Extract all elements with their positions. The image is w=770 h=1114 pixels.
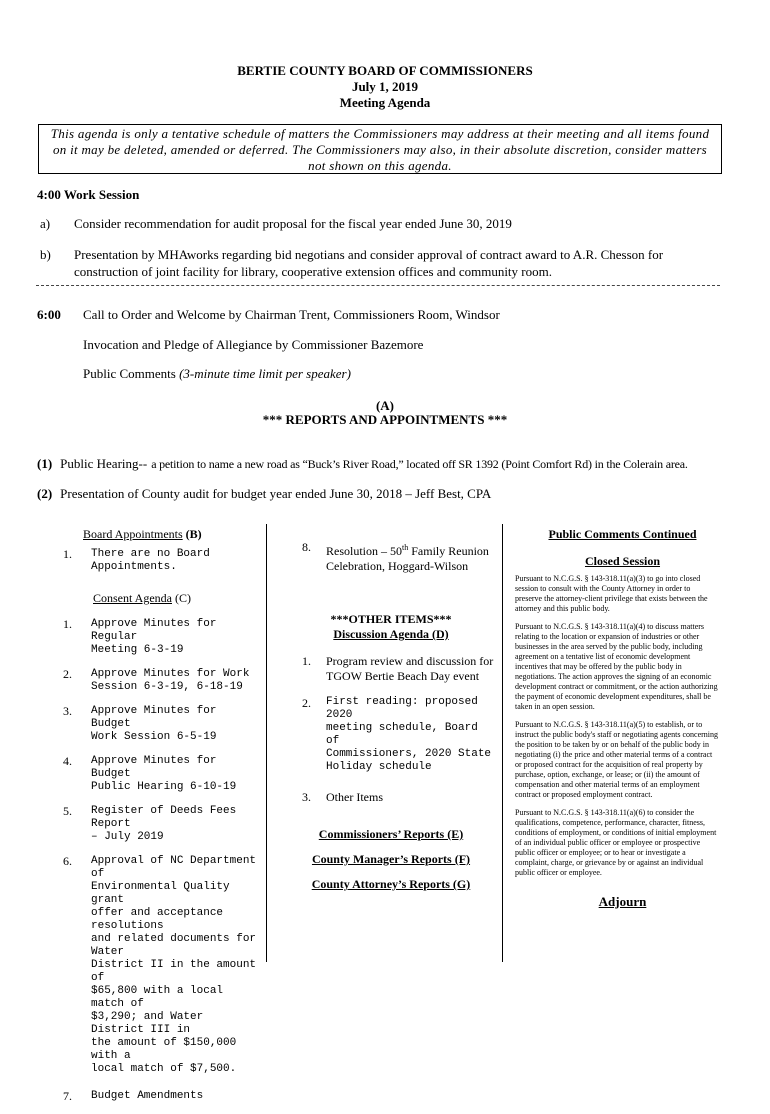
consent-item [63,755,259,794]
consent-item-line: the amount of $150,000 with a [91,1037,237,1062]
consent-item-line: offer and acceptance resolutions [91,907,224,932]
closed-session-heading: Closed Session [584,554,661,568]
closed-session-line: complaint, charge, or grievance by or against an individual [515,858,704,867]
consent-item-line: Register of Deeds Fees Report [91,805,237,830]
work-session-heading: 4:00 Work Session [37,187,140,202]
work-item-a-text: Consider recommendation for audit proposal for the fiscal year ended June 30, 2019 [74,216,512,231]
column-other-items [302,540,494,892]
consent-item-text [91,705,259,744]
public-comments-continued-heading: Public Comments Continued [548,527,697,541]
column-divider [266,524,267,962]
list-item [302,654,494,684]
closed-session-line: Pursuant to N.C.G.S. § 143-318.11(a)(5) to establish, or to [515,720,703,729]
closed-session-line: businesses in the area served by the public body, including [515,642,703,651]
report-item-lead: Public Hearing-- [60,456,148,471]
consent-agenda-list [63,618,259,1103]
list-item-text [326,540,494,574]
column-divider [502,524,503,962]
closed-session-line: conditions of employment, or conditions of initial employment [515,828,717,837]
list-item-line: TGOW Bertie Beach Day event [326,669,480,683]
list-item-text: Other Items [326,790,383,804]
consent-item-text [91,755,259,794]
consent-agenda-label: Consent Agenda [93,591,172,605]
disclaimer-line: not shown on this agenda. [308,158,452,173]
consent-item-line: – July 2019 [91,831,164,843]
section-divider [36,285,720,286]
list-item-number: 3. [302,790,311,804]
report-item-text: a petition to name a new road as “Buck’s River Road,” located off SR 1392 (Point Comfort Rd) in the Colerain area. [151,457,688,471]
report-item-2 [37,485,491,503]
consent-item-line: District II in the amount of [91,959,257,984]
list-item-number: 1. [302,654,311,668]
board-name: BERTIE COUNTY BOARD OF COMMISSIONERS [237,63,533,78]
consent-item-line: Approve Minutes for Budget [91,705,217,730]
list-item-superscript: th [402,543,409,552]
list-item-line: Appointments. [91,561,177,573]
consent-item-line: and related documents for Water [91,933,257,958]
evening-time: 6:00 [37,307,61,322]
work-item-b-line: construction of joint facility for library, cooperative extension offices and community room. [74,264,552,279]
closed-session-paragraph [515,622,730,712]
work-item-b-line: Presentation by MHAworks regarding bid negotians and consider approval of contract award to A.R. Chesson for [74,247,664,262]
consent-item [63,668,259,694]
list-item [302,540,494,574]
consent-item-number: 3. [63,704,72,718]
list-item-number: 8. [302,540,311,554]
list-item-line: Commissioners, 2020 State [326,748,492,760]
work-item-a-label: a) [40,216,51,231]
consent-item-number: 5. [63,804,72,818]
consent-item-text [91,618,259,657]
board-appointments-label: Board Appointments [83,527,183,541]
list-item-line [326,540,494,559]
consent-agenda-heading [63,591,259,606]
closed-session-line: development contract or commitment, or the action authorizing [515,682,718,691]
consent-item-text [91,668,259,694]
consent-item [63,805,259,844]
column-board-consent [63,527,259,1114]
list-item [302,790,494,805]
consent-item-number: 4. [63,754,72,768]
consent-agenda-letter: (C) [175,591,191,605]
closed-session-line: compensation and other material terms of an employment [515,780,700,789]
consent-item-line: Meeting 6-3-19 [91,644,184,656]
closed-session-line: incentives that may be offered by the public body in [515,662,682,671]
closed-session-line: of an individual public officer or employee or prospective [515,838,701,847]
consent-item-line: $65,800 with a local match of [91,985,224,1010]
closed-session-line: public officer or employee. [515,868,602,877]
list-item [63,548,259,574]
agenda-disclaimer-box [38,124,722,174]
disclaimer-line: This agenda is only a tentative schedule of matters the Commissioners may address at their meeting and all items found [50,126,710,141]
list-item-line: Holiday schedule [326,761,432,773]
list-item-text [326,654,494,684]
closed-session-paragraph [515,574,730,614]
county-manager-reports-heading: County Manager’s Reports (F) [311,852,471,866]
list-item-text [91,548,259,574]
list-item-line: Program review and discussion for [326,654,494,668]
consent-item [63,618,259,657]
closed-session-line: agreement on a tentative list of economic development [515,652,691,661]
closed-session-line: negotiating (i) the price and other material terms of a contract [515,750,713,759]
other-items-heading: ***OTHER ITEMS*** [330,612,452,626]
consent-item-line: Environmental Quality grant [91,881,230,906]
consent-item [63,855,259,1076]
closed-session-paragraph [515,808,730,878]
consent-item-line: Budget Amendments [91,1090,204,1102]
consent-item [63,1090,259,1103]
closed-session-line: or proposed contract for the acquisition of real property by [515,760,703,769]
list-item-number: 1. [63,547,72,561]
closed-session-paragraph [515,720,730,800]
report-item-number: (2) [37,486,53,501]
county-attorney-reports-heading: County Attorney’s Reports (G) [311,877,471,891]
closed-session-line: relating to the location or expansion of industries or other [515,632,700,641]
closed-session-line: public officer or employee; or to hear or investigate a [515,848,686,857]
call-to-order: Call to Order and Welcome by Chairman Trent, Commissioners Room, Windsor [83,307,500,322]
list-item-line: There are no Board [91,548,210,560]
closed-session-line: negotiations. The action approves the signing of an economic [515,672,712,681]
consent-item-text [91,1090,259,1103]
board-appointments-letter: (B) [185,527,202,541]
report-item-text: Presentation of County audit for budget year ended June 30, 2018 – Jeff Best, CPA [60,486,492,501]
adjourn-heading: Adjourn [598,894,647,909]
closed-session-line: Pursuant to N.C.G.S. § 143-318.11(a)(6) to consider the [515,808,695,817]
consent-item-line: Work Session 6-5-19 [91,731,217,743]
consent-item-text [91,855,259,1076]
report-item-1 [37,455,688,473]
consent-item-line: $3,290; and Water District III in [91,1011,204,1036]
consent-item-number: 2. [63,667,72,681]
list-item-line: meeting schedule, Board of [326,722,478,747]
closed-session-line: attorney and this public body. [515,604,610,613]
consent-item-number: 7. [63,1089,72,1103]
list-item-line: First reading: proposed 2020 [326,696,478,721]
document-title: Meeting Agenda [339,95,431,110]
list-item-number: 2. [302,696,311,710]
consent-item-line: Approve Minutes for Budget [91,755,217,780]
closed-session-line: qualifications, competence, performance, character, fitness, [515,818,706,827]
closed-session-line: Pursuant to N.C.G.S. § 143-318.11(a)(4) to discuss matters [515,622,705,631]
column-closed-session [515,527,730,910]
invocation: Invocation and Pledge of Allegiance by Commissioner Bazemore [83,337,424,352]
consent-item-line: Approve Minutes for Work [91,668,250,680]
closed-session-line: the position to be taken by or on behalf of the public body in [515,740,709,749]
closed-session-line: purchase, option, exchange, or lease; or (ii) the amount of [515,770,700,779]
consent-item-line: Public Hearing 6-10-19 [91,781,237,793]
closed-session-line: instruct the public body's staff or negotiating agents concerning [515,730,719,739]
closed-session-line: contract or proposed employment contract. [515,790,653,799]
meeting-date: July 1, 2019 [351,79,419,94]
closed-session-line: taken in an open session. [515,702,595,711]
consent-item-line: Session 6-3-19, 6-18-19 [91,681,243,693]
public-comments [83,366,351,382]
public-comments-note: (3-minute time limit per speaker) [179,366,351,381]
list-item-text [326,696,494,774]
section-a-title: *** REPORTS AND APPOINTMENTS *** [262,412,508,427]
consent-item-line: local match of $7,500. [91,1063,237,1075]
list-item [302,696,494,774]
consent-item-line: Approval of NC Department of [91,855,257,880]
consent-item-line: Approve Minutes for Regular [91,618,217,643]
closed-session-line: session to consult with the County Attorney in order to [515,584,691,593]
consent-item-text [91,805,259,844]
commissioners-reports-heading: Commissioners’ Reports (E) [318,827,464,841]
closed-session-line: the payment of economic development expenditures, shall be [515,692,711,701]
board-appointments-heading [63,527,259,542]
list-item-line: Celebration, Hoggard-Wilson [326,559,469,573]
report-item-number: (1) [37,456,53,471]
list-item-fragment: Family Reunion [408,544,489,558]
section-a-letter: (A) [375,398,395,413]
consent-item-number: 1. [63,617,72,631]
consent-item [63,705,259,744]
discussion-agenda-heading: Discussion Agenda (D) [333,627,449,641]
list-item-fragment: Resolution – 50 [326,544,403,558]
disclaimer-line: on it may be deleted, amended or deferred. The Commissioners may also, in their absolute discretion, consider matters [52,142,708,157]
closed-session-line: preserve the attorney-client privilege that exists between the [515,594,708,603]
work-item-b-label: b) [40,247,51,262]
consent-item-number: 6. [63,854,72,868]
closed-session-line: Pursuant to N.C.G.S. § 143-318.11(a)(3) to go into closed [515,574,701,583]
public-comments-label: Public Comments [83,366,176,381]
